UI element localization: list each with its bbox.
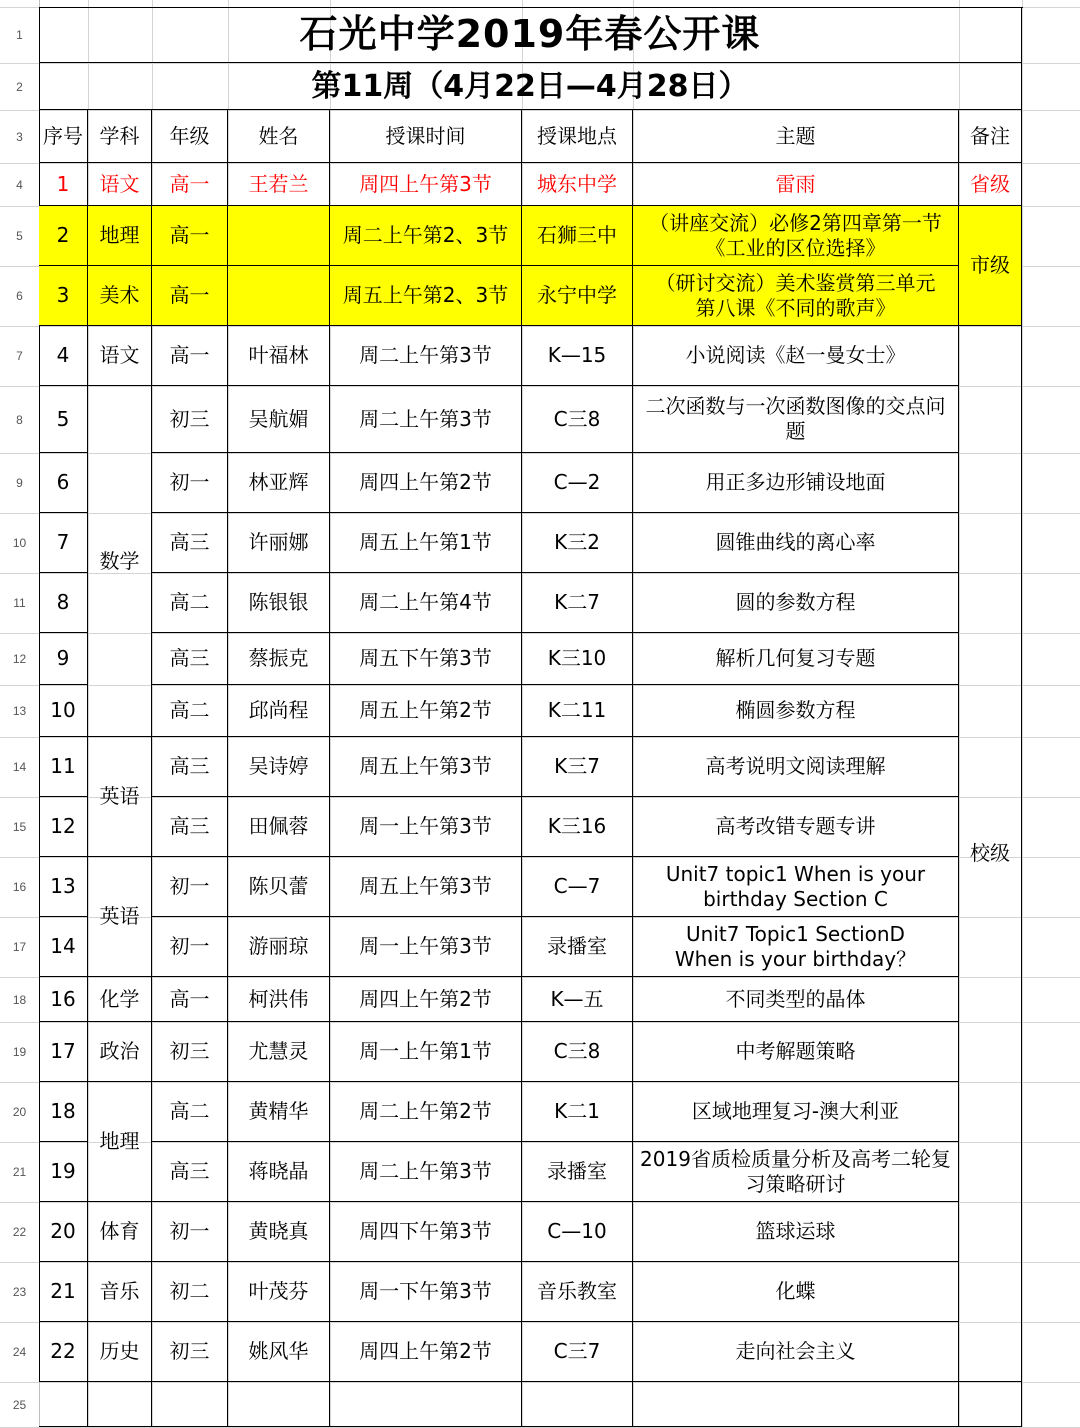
cell-location[interactable]: K三7 — [522, 737, 633, 797]
cell-topic[interactable]: 用正多边形铺设地面 — [633, 453, 959, 513]
column-header[interactable]: 学科 — [88, 110, 152, 163]
cell-teacher-name[interactable]: 尤慧灵 — [228, 1022, 330, 1082]
empty-cell[interactable] — [330, 1382, 522, 1427]
cell-class-time[interactable]: 周二上午第2、3节 — [330, 206, 522, 266]
cell-serial[interactable]: 11 — [39, 737, 88, 797]
cell-serial[interactable]: 5 — [39, 386, 88, 453]
cell-subject[interactable]: 政治 — [88, 1022, 152, 1082]
week-subtitle[interactable]: 第11周（4月22日—4月28日） — [39, 63, 1022, 110]
cell-teacher-name[interactable]: 许丽娜 — [228, 513, 330, 573]
cell-serial[interactable]: 16 — [39, 977, 88, 1022]
row-number: 4 — [16, 177, 23, 192]
gridline-v — [1022, 0, 1023, 1427]
cell-subject[interactable]: 语文 — [88, 163, 152, 206]
cell-grade[interactable]: 初一 — [152, 857, 228, 917]
cell-location[interactable]: 石狮三中 — [522, 206, 633, 266]
cell-serial[interactable]: 13 — [39, 857, 88, 917]
cell-location[interactable]: 城东中学 — [522, 163, 633, 206]
cell-grade[interactable]: 初三 — [152, 1022, 228, 1082]
cell-serial[interactable]: 7 — [39, 513, 88, 573]
cell-serial[interactable]: 22 — [39, 1322, 88, 1382]
cell-teacher-name[interactable]: 吴诗婷 — [228, 737, 330, 797]
row-number: 13 — [12, 704, 27, 718]
cell-topic[interactable]: 解析几何复习专题 — [633, 633, 959, 685]
row-number: 17 — [12, 940, 27, 954]
cell-class-time[interactable]: 周一下午第3节 — [330, 1262, 522, 1322]
cell-serial[interactable]: 2 — [39, 206, 88, 266]
cell-subject[interactable]: 音乐 — [88, 1262, 152, 1322]
cell-teacher-name[interactable]: 蔡振克 — [228, 633, 330, 685]
cell-subject[interactable]: 体育 — [88, 1202, 152, 1262]
cell-serial[interactable]: 21 — [39, 1262, 88, 1322]
cell-class-time[interactable]: 周五上午第2、3节 — [330, 266, 522, 326]
cell-teacher-name[interactable]: 吴航媚 — [228, 386, 330, 453]
cell-grade[interactable]: 高三 — [152, 737, 228, 797]
cell-grade[interactable]: 高一 — [152, 266, 228, 326]
cell-location[interactable]: K三2 — [522, 513, 633, 573]
row-number: 6 — [16, 289, 23, 303]
cell-teacher-name[interactable]: 柯洪伟 — [228, 977, 330, 1022]
cell-location[interactable]: C—2 — [522, 453, 633, 513]
cell-serial[interactable]: 12 — [39, 797, 88, 857]
row-number: 15 — [12, 820, 27, 834]
cell-grade[interactable]: 初三 — [152, 386, 228, 453]
cell-class-time[interactable]: 周一上午第3节 — [330, 917, 522, 977]
cell-teacher-name[interactable]: 游丽琼 — [228, 917, 330, 977]
cell-teacher-name[interactable] — [228, 266, 330, 326]
cell-class-time[interactable]: 周五下午第3节 — [330, 633, 522, 685]
cell-subject[interactable]: 化学 — [88, 977, 152, 1022]
row-number: 10 — [12, 536, 27, 550]
cell-grade[interactable]: 高二 — [152, 685, 228, 737]
row-number: 20 — [12, 1105, 27, 1119]
row-number: 25 — [12, 1397, 27, 1412]
cell-class-time[interactable]: 周一上午第3节 — [330, 797, 522, 857]
empty-cell[interactable] — [633, 1382, 959, 1427]
cell-class-time[interactable]: 周四上午第2节 — [330, 453, 522, 513]
cell-grade[interactable]: 初一 — [152, 917, 228, 977]
cell-serial[interactable]: 14 — [39, 917, 88, 977]
cell-teacher-name[interactable]: 叶福林 — [228, 326, 330, 386]
cell-teacher-name[interactable]: 陈贝蕾 — [228, 857, 330, 917]
cell-class-time[interactable]: 周二上午第4节 — [330, 573, 522, 633]
column-header[interactable]: 授课地点 — [522, 110, 633, 163]
cell-teacher-name[interactable]: 黄晓真 — [228, 1202, 330, 1262]
cell-remark-city[interactable]: 市级 — [959, 206, 1022, 326]
row-number: 14 — [12, 760, 27, 774]
sheet-title[interactable]: 石光中学2019年春公开课 — [39, 7, 1022, 63]
cell-subject-merged[interactable]: 数学 — [88, 386, 152, 737]
row-number: 8 — [16, 412, 23, 427]
cell-class-time[interactable]: 周四上午第2节 — [330, 1322, 522, 1382]
cell-subject-merged[interactable]: 英语 — [88, 737, 152, 857]
cell-serial[interactable]: 6 — [39, 453, 88, 513]
cell-location[interactable]: 录播室 — [522, 917, 633, 977]
row-number: 11 — [13, 596, 26, 610]
cell-topic[interactable]: 不同类型的晶体 — [633, 977, 959, 1022]
cell-topic[interactable]: 圆的参数方程 — [633, 573, 959, 633]
empty-cell[interactable] — [959, 1382, 1022, 1427]
cell-class-time[interactable]: 周四上午第2节 — [330, 977, 522, 1022]
cell-serial[interactable]: 19 — [39, 1142, 88, 1202]
cell-class-time[interactable]: 周五上午第1节 — [330, 513, 522, 573]
cell-teacher-name[interactable]: 田佩蓉 — [228, 797, 330, 857]
cell-grade[interactable]: 初一 — [152, 1202, 228, 1262]
cell-location[interactable]: K二1 — [522, 1082, 633, 1142]
row-number: 19 — [12, 1045, 27, 1059]
cell-topic[interactable]: 小说阅读《赵一曼女士》 — [633, 326, 959, 386]
cell-topic[interactable]: 2019省质检质量分析及高考二轮复 习策略研讨 — [633, 1142, 959, 1202]
cell-teacher-name[interactable]: 叶茂芬 — [228, 1262, 330, 1322]
cell-location[interactable]: K—15 — [522, 326, 633, 386]
cell-grade[interactable]: 高一 — [152, 977, 228, 1022]
column-header[interactable]: 备注 — [959, 110, 1022, 163]
cell-location[interactable]: C三8 — [522, 1022, 633, 1082]
column-header[interactable]: 授课时间 — [330, 110, 522, 163]
row-number: 7 — [16, 349, 23, 363]
cell-grade[interactable]: 高三 — [152, 797, 228, 857]
cell-class-time[interactable]: 周二上午第3节 — [330, 326, 522, 386]
cell-location[interactable]: C三7 — [522, 1322, 633, 1382]
cell-location[interactable]: C—10 — [522, 1202, 633, 1262]
column-header[interactable]: 主题 — [633, 110, 959, 163]
cell-location[interactable]: 录播室 — [522, 1142, 633, 1202]
cell-topic[interactable]: 区域地理复习-澳大利亚 — [633, 1082, 959, 1142]
cell-location[interactable]: K三16 — [522, 797, 633, 857]
cell-grade[interactable]: 高三 — [152, 513, 228, 573]
cell-class-time[interactable]: 周二上午第2节 — [330, 1082, 522, 1142]
row-number: 23 — [12, 1285, 27, 1299]
cell-topic[interactable]: Unit7 Topic1 SectionD When is your birthday？ — [633, 917, 959, 977]
cell-grade[interactable]: 高三 — [152, 1142, 228, 1202]
cell-remark-school[interactable]: 校级 — [959, 326, 1022, 1382]
cell-subject[interactable]: 历史 — [88, 1322, 152, 1382]
cell-topic[interactable]: Unit7 topic1 When is your birthday Section C — [633, 857, 959, 917]
cell-topic[interactable]: （讲座交流）必修2第四章第一节 《工业的区位选择》 — [633, 206, 959, 266]
cell-grade[interactable]: 高三 — [152, 633, 228, 685]
cell-serial[interactable]: 9 — [39, 633, 88, 685]
cell-serial[interactable]: 3 — [39, 266, 88, 326]
row-number: 16 — [12, 880, 27, 894]
cell-location[interactable]: K—五 — [522, 977, 633, 1022]
cell-grade[interactable]: 高二 — [152, 1082, 228, 1142]
cell-teacher-name[interactable] — [228, 206, 330, 266]
cell-location[interactable]: C三8 — [522, 386, 633, 453]
cell-topic[interactable]: 篮球运球 — [633, 1202, 959, 1262]
cell-topic[interactable]: 化蝶 — [633, 1262, 959, 1322]
cell-class-time[interactable]: 周二上午第3节 — [330, 1142, 522, 1202]
cell-class-time[interactable]: 周五上午第2节 — [330, 685, 522, 737]
cell-location[interactable]: K二11 — [522, 685, 633, 737]
cell-teacher-name[interactable]: 林亚辉 — [228, 453, 330, 513]
cell-topic[interactable]: 二次函数与一次函数图像的交点问 题 — [633, 386, 959, 453]
row-number: 12 — [12, 652, 27, 666]
cell-serial[interactable]: 1 — [39, 163, 88, 206]
row-number: 22 — [12, 1225, 27, 1239]
cell-topic[interactable]: 椭圆参数方程 — [633, 685, 959, 737]
cell-grade[interactable]: 高二 — [152, 573, 228, 633]
cell-teacher-name[interactable]: 邱尚程 — [228, 685, 330, 737]
cell-teacher-name[interactable]: 陈银银 — [228, 573, 330, 633]
cell-class-time[interactable]: 周二上午第3节 — [330, 386, 522, 453]
row-number: 24 — [12, 1345, 27, 1359]
cell-location[interactable]: 永宁中学 — [522, 266, 633, 326]
cell-subject[interactable]: 美术 — [88, 266, 152, 326]
cell-class-time[interactable]: 周一上午第1节 — [330, 1022, 522, 1082]
cell-class-time[interactable]: 周四下午第3节 — [330, 1202, 522, 1262]
cell-grade[interactable]: 初一 — [152, 453, 228, 513]
cell-teacher-name[interactable]: 蒋晓晶 — [228, 1142, 330, 1202]
empty-cell[interactable] — [88, 1382, 152, 1427]
cell-class-time[interactable]: 周五上午第3节 — [330, 857, 522, 917]
column-header[interactable]: 年级 — [152, 110, 228, 163]
cell-location[interactable]: 音乐教室 — [522, 1262, 633, 1322]
cell-grade[interactable]: 高一 — [152, 163, 228, 206]
empty-cell[interactable] — [39, 1382, 88, 1427]
cell-remark-provincial[interactable]: 省级 — [959, 163, 1022, 206]
row-number: 5 — [16, 229, 23, 243]
empty-cell[interactable] — [228, 1382, 330, 1427]
cell-topic[interactable]: 走向社会主义 — [633, 1322, 959, 1382]
cell-grade[interactable]: 初三 — [152, 1322, 228, 1382]
cell-topic[interactable]: 雷雨 — [633, 163, 959, 206]
cell-serial[interactable]: 20 — [39, 1202, 88, 1262]
row-number: 1 — [16, 28, 23, 42]
column-header[interactable]: 序号 — [39, 110, 88, 163]
cell-location[interactable]: K三10 — [522, 633, 633, 685]
cell-serial[interactable]: 4 — [39, 326, 88, 386]
column-header[interactable]: 姓名 — [228, 110, 330, 163]
cell-subject-merged[interactable]: 地理 — [88, 1082, 152, 1202]
empty-cell[interactable] — [152, 1382, 228, 1427]
row-number: 3 — [16, 129, 23, 144]
cell-topic[interactable]: 中考解题策略 — [633, 1022, 959, 1082]
cell-topic[interactable]: 高考说明文阅读理解 — [633, 737, 959, 797]
cell-class-time[interactable]: 周四上午第3节 — [330, 163, 522, 206]
cell-topic[interactable]: 圆锥曲线的离心率 — [633, 513, 959, 573]
cell-grade[interactable]: 高一 — [152, 206, 228, 266]
cell-topic[interactable]: 高考改错专题专讲 — [633, 797, 959, 857]
cell-subject[interactable]: 语文 — [88, 326, 152, 386]
row-number: 2 — [16, 79, 23, 94]
cell-subject[interactable]: 地理 — [88, 206, 152, 266]
cell-teacher-name[interactable]: 姚风华 — [228, 1322, 330, 1382]
cell-teacher-name[interactable]: 黄精华 — [228, 1082, 330, 1142]
cell-serial[interactable]: 8 — [39, 573, 88, 633]
cell-location[interactable]: K二7 — [522, 573, 633, 633]
cell-location[interactable]: C—7 — [522, 857, 633, 917]
cell-teacher-name[interactable]: 王若兰 — [228, 163, 330, 206]
cell-grade[interactable]: 初二 — [152, 1262, 228, 1322]
row-number: 21 — [12, 1165, 27, 1179]
cell-grade[interactable]: 高一 — [152, 326, 228, 386]
row-number: 9 — [16, 476, 23, 490]
empty-cell[interactable] — [522, 1382, 633, 1427]
cell-serial[interactable]: 17 — [39, 1022, 88, 1082]
cell-class-time[interactable]: 周五上午第3节 — [330, 737, 522, 797]
cell-serial[interactable]: 18 — [39, 1082, 88, 1142]
row-number: 18 — [12, 992, 27, 1007]
cell-serial[interactable]: 10 — [39, 685, 88, 737]
cell-subject-merged[interactable]: 英语 — [88, 857, 152, 977]
cell-topic[interactable]: （研讨交流）美术鉴赏第三单元 第八课《不同的歌声》 — [633, 266, 959, 326]
